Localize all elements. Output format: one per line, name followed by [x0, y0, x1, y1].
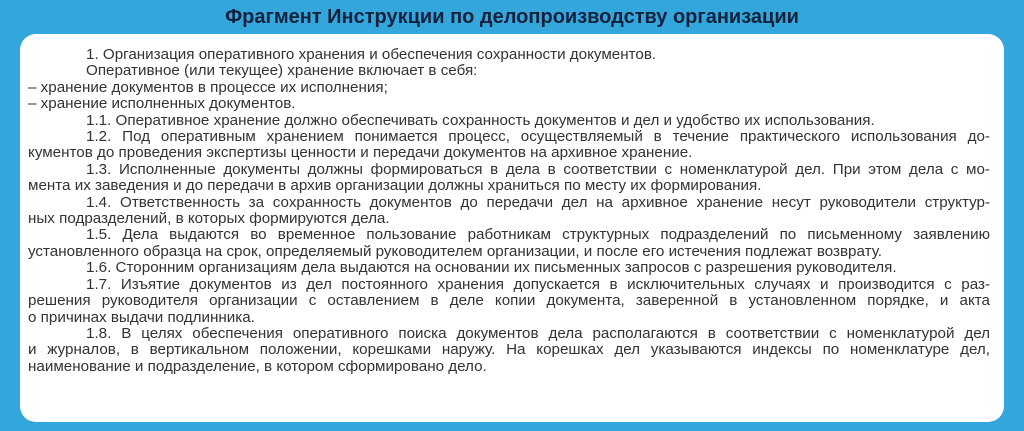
text-line: и журналов, в вертикальном положении, корешками наружу. На корешках дел указываются индексы по номенклатуре дел,: [28, 341, 990, 359]
instruction-text: [28, 47, 990, 375]
text-line: 1.2. Под оперативным хранением понимается процесс, осуществляемый в течение практического использования до-: [86, 128, 990, 146]
text-line: – хранение исполненных документов.: [28, 95, 296, 113]
text-line: 1.6. Сторонним организациям дела выдаются на основании их письменных запросов с разрешения руководителя.: [86, 259, 897, 277]
text-line: 1.7. Изъятие документов из дел постоянного хранения допускается в исключительных случаях и производится с раз-: [86, 275, 990, 293]
text-line: 1.1. Оперативное хранение должно обеспечивать сохранность документов и дел и удобство их использования.: [86, 111, 875, 129]
text-line: ных подразделений, в которых формируются дела.: [28, 210, 390, 228]
text-line: Оперативное (или текущее) хранение включает в себя:: [86, 62, 478, 80]
text-line: 1.8. В целях обеспечения оперативного поиска документов дела располагаются в соответствии с номенклатурой дел: [86, 324, 990, 342]
text-line: 1.5. Дела выдаются во временное пользование работникам структурных подразделений по письменному заявлению: [86, 226, 990, 244]
text-line: решения руководителя организации с оставлением в деле копии документа, заверенной в установленном порядке, и акта: [28, 292, 990, 310]
text-line: 1. Организация оперативного хранения и обеспечения сохранности документов.: [86, 46, 657, 63]
text-line: о причинах выдачи подлинника.: [28, 308, 255, 326]
text-line: установленного образца на срок, определяемый руководителем организации, и после его истечения подлежат возврату.: [28, 242, 883, 260]
text-panel: [20, 34, 1004, 422]
text-line: кументов до проведения экспертизы ценности и передачи документов на архивное хранение.: [28, 144, 693, 162]
text-line: 1.3. Исполненные документы должны формироваться в дела в соответствии с номенклатурой дел. При этом дела с мо-: [86, 160, 990, 178]
text-line: – хранение документов в процессе их исполнения;: [28, 78, 388, 96]
document-title: Фрагмент Инструкции по делопроизводству организации: [225, 5, 799, 28]
text-line: мента их заведения и до передачи в архив организации должны храниться по месту их формирования.: [28, 177, 762, 195]
text-line: 1.4. Ответственность за сохранность документов до передачи дел на архивное хранение несут руководители структур-: [86, 193, 990, 211]
text-line: наименование и подразделение, в котором сформировано дело.: [28, 357, 487, 375]
